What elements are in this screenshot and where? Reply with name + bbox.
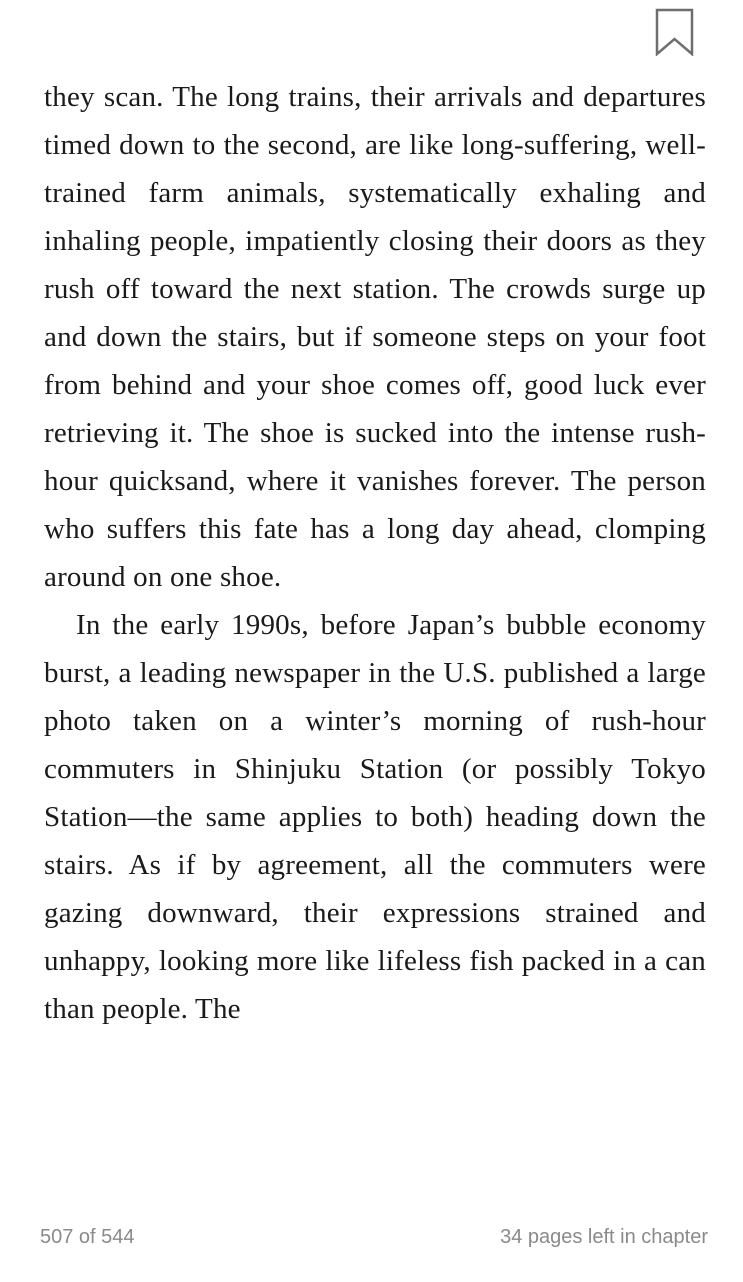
page-position: 507 of 544 (40, 1226, 135, 1248)
chapter-remaining: 34 pages left in chapter (500, 1226, 708, 1248)
paragraph: In the early 1990s, before Japan’s bubble economy burst, a leading newspaper in the U.S. published a large photo taken on a winter’s morning of rush-hour commuters in Shinjuku Station (or possibly Tokyo Station—the same applies to both) heading down the stairs. As if by agreement, all the commuters were gazing downward, their expressions strained and unhappy, looking more like lifeless fish packed in a can than people. The (44, 609, 706, 1025)
reader-page (44, 73, 706, 1033)
bookmark-icon (655, 8, 695, 56)
bookmark-button[interactable] (655, 8, 695, 56)
paragraph: they scan. The long trains, their arrivals and departures timed down to the second, are like long-suffering, well-trained farm animals, systematically exhaling and inhaling people, impatiently closing their doors as they rush off toward the next station. The crowds surge up and down the stairs, but if someone steps on your foot from behind and your shoe comes off, good luck ever retrieving it. The shoe is sucked into the intense rush-hour quicksand, where it vanishes forever. The person who suffers this fate has a long day ahead, clomping around on one shoe. (44, 81, 706, 593)
